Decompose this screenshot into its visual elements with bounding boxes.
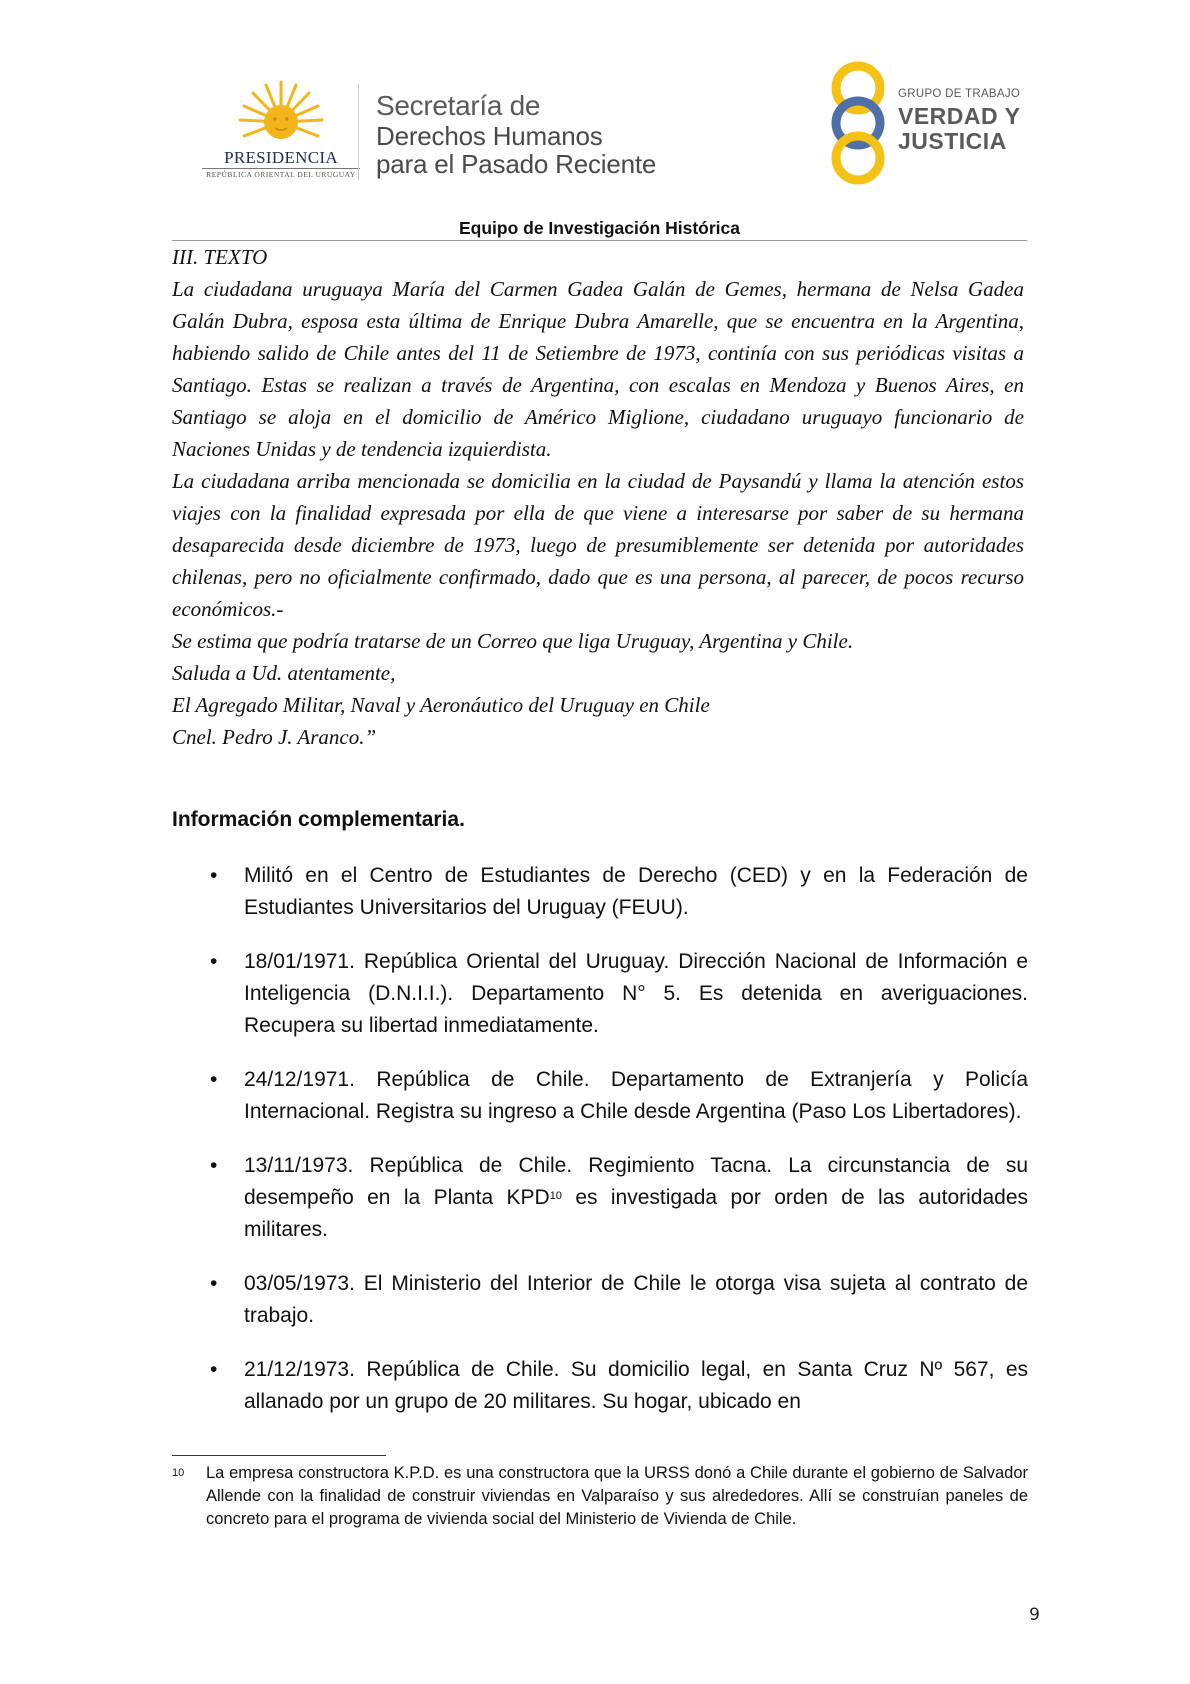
bullet-icon: • (210, 864, 218, 887)
list-item-text: 03/05/1973. El Ministerio del Interior de Chile le otorga visa sujeta al contrato de trabajo. (244, 1272, 1028, 1327)
bullet-icon: • (210, 1272, 218, 1295)
bullet-icon: • (210, 1154, 218, 1177)
linked-rings-icon (818, 58, 898, 188)
footnote-number: 10 (172, 1467, 185, 1479)
list-item (172, 1354, 1028, 1418)
footnote (172, 1462, 1028, 1531)
list-item (172, 860, 1028, 924)
secretaria-line-1: Secretaría de (376, 90, 541, 121)
grupo-line-3: JUSTICIA (898, 128, 1007, 154)
list-item (172, 1150, 1028, 1246)
verdad-justicia-logo (818, 58, 1038, 188)
info-title: Información complementaria. (172, 808, 465, 831)
grupo-line-1: GRUPO DE TRABAJO (898, 88, 1021, 100)
grupo-line-2: VERDAD Y (898, 103, 1021, 129)
secretaria-logo (376, 90, 656, 178)
presidencia-divider (202, 168, 360, 169)
sun-emblem-icon (238, 78, 324, 148)
page-header (0, 0, 1190, 215)
document-paragraph-2: La ciudadana arriba mencionada se domicilia en la ciudad de Paysandú y llama la atención estos viajes con la finalidad expresada por ella de que viene a interesarse por saber de su hermana desaparecida desde diciembre de 1973, luego de presumiblemente ser detenida por autoridades chilenas, pero no oficialmente confirmado, dado que es una persona, al parecer, de pocos recurso económicos.- (172, 469, 1024, 621)
list-item-text: 18/01/1971. República Oriental del Uruguay. Dirección Nacional de Información e Inteligencia (D.N.I.I.). Departamento N° 5. Es detenida en averiguaciones. Recupera su libertad inmediatamente. (244, 950, 1028, 1037)
document-line-saluda: Saluda a Ud. atentamente, (172, 661, 396, 685)
footnote-text: La empresa constructora K.P.D. es una constructora que la URSS donó a Chile durante el gobierno de Salvador Allende con la finalidad de construir viviendas en Valparaíso y sus alrededores. Allí se construían paneles de concreto para el programa de vivienda social del Ministerio de Vivienda de Chile. (206, 1464, 1028, 1528)
list-item (172, 1268, 1028, 1332)
presidencia-name: PRESIDENCIA (224, 148, 338, 167)
list-item-text-continued: es investigada por orden de las autoridades militares. (244, 1186, 1028, 1241)
document-paragraph-1: La ciudadana uruguaya María del Carmen Gadea Galán de Gemes, hermana de Nelsa Gadea Galán Dubra, esposa esta última de Enrique Dubra Amarelle, que se encuentra en la Argentina, habiendo salido de Chile antes del 11 de Setiembre de 1973, continía con sus periódicas visitas a Santiago. Estas se realizan a través de Argentina, con escalas en Mendoza y Buenos Aires, en Santiago se aloja en el domicilio de Américo Miglione, ciudadano uruguayo funcionario de Naciones Unidas y de tendencia izquierdista. (172, 277, 1024, 461)
page-number: 9 (1029, 1605, 1040, 1625)
quoted-document (172, 241, 1024, 753)
list-item (172, 1064, 1028, 1128)
document-line-firma: Cnel. Pedro J. Aranco.” (172, 725, 377, 749)
bullet-icon: • (210, 1068, 218, 1091)
document-line-agregado: El Agregado Militar, Naval y Aeronáutico del Uruguay en Chile (172, 693, 710, 717)
list-item-text: 24/12/1971. República de Chile. Departamento de Extranjería y Policía Internacional. Registra su ingreso a Chile desde Argentina (Paso Los Libertadores). (244, 1068, 1028, 1123)
events-list (172, 860, 1028, 1440)
presidencia-subtitle: REPÚBLICA ORIENTAL DEL URUGUAY (206, 170, 356, 179)
secretaria-line-3: para el Pasado Reciente (376, 149, 657, 179)
list-item (172, 946, 1028, 1042)
footnote-reference[interactable]: 10 (549, 1190, 562, 1202)
list-item-text: 13/11/1973. República de Chile. Regimiento Tacna. La circunstancia de su desempeño en la Planta KPD (244, 1154, 1028, 1209)
secretaria-line-2: Derechos Humanos (376, 121, 603, 151)
document-line-correo: Se estima que podría tratarse de un Correo que liga Uruguay, Argentina y Chile. (172, 629, 854, 653)
list-item-text: Militó en el Centro de Estudiantes de Derecho (CED) y en la Federación de Estudiantes Universitarios del Uruguay (FEUU). (244, 864, 1028, 919)
section-heading: III. TEXTO (172, 245, 268, 269)
team-title: Equipo de Investigación Histórica (458, 218, 741, 238)
bullet-icon: • (210, 950, 218, 973)
bullet-icon: • (210, 1358, 218, 1381)
presidencia-logo (196, 78, 366, 178)
header-divider (358, 84, 359, 180)
footnote-separator (172, 1455, 386, 1456)
list-item-text: 21/12/1973. República de Chile. Su domicilio legal, en Santa Cruz Nº 567, es allanado por un grupo de 20 militares. Su hogar, ubicado en (244, 1358, 1028, 1413)
